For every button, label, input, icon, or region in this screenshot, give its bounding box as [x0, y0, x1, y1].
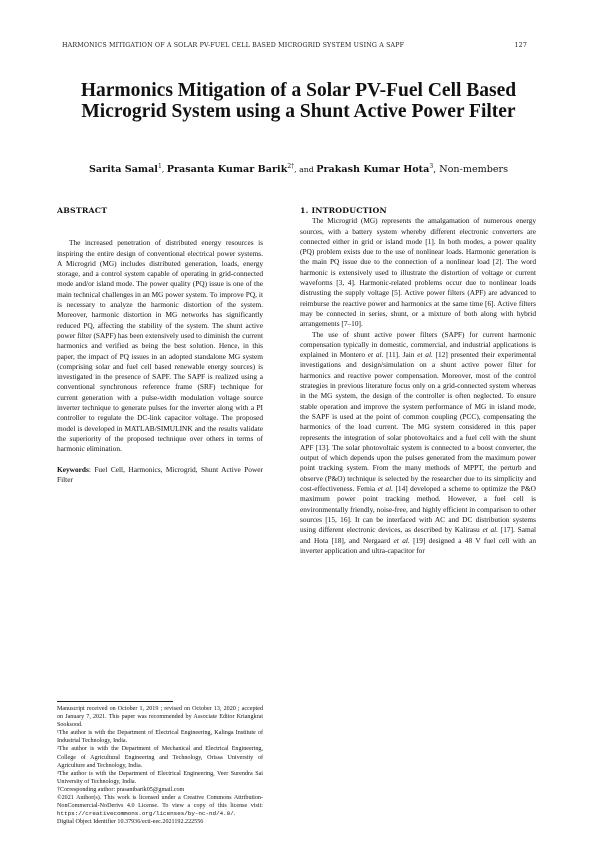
- intro-text: [14] developed a scheme to optimize the P&O maximum power point tracking method. However, a fuel cell is environmentally friendly, noise-free, and highly efficient in comparison to other sources [15, 16]. It can be interfaced with AC and DC distribution systems using different electronic devices, as described by Kalirasu: [300, 484, 536, 535]
- etal: et al.: [417, 350, 433, 360]
- abstract-column: [57, 206, 263, 485]
- footnote-license: [57, 794, 263, 818]
- intro-text: [11]. Jain: [383, 350, 418, 360]
- etal: et al.: [393, 535, 410, 545]
- keywords-label: Keywords: [57, 464, 89, 474]
- author-1: Sarita Samal: [88, 164, 158, 176]
- license-link[interactable]: https://creativecommons.org/licenses/by-nc-nd/4.0/: [57, 810, 234, 818]
- author-sep: ,: [161, 165, 167, 175]
- author-sep: , and: [294, 165, 317, 175]
- intro-text: The use of shunt active power filters (SAPF) for current harmonic compensation typically in domestic, commercial, and industrial applications is explained in Montero: [300, 329, 536, 360]
- membership-note: , Non-members: [433, 164, 509, 176]
- intro-text: [12] presented their experimental investigations and design/simulation on a shunt active power filter for harmonics and reactive power compensation. Moreover, most of the control strategies in previous literature focus only on a grid-connected system whereas in the MG system, the design of the controller is often neglected. To ensure stable operation and improve the system performance of MG in island mode, the SAPF is used at the point of common coupling (PCC), compensating the harmonics of the load current. The MG system considered in this paper represents the integration of solar photovoltaics and a fuel cell with the shunt APF [13]. The solar photovoltaic system is connected to a boost converter, the output of which depends upon the pulses generated from the maximum power point tracking system. From the many methods of MPPT, the perturb and observe (P&O) technique is selected by the researcher due to its simplicity and cost-effectiveness. Femia: [300, 350, 537, 494]
- abstract-heading: ABSTRACT: [57, 206, 108, 215]
- introduction-heading: 1. INTRODUCTION: [300, 206, 387, 215]
- author-1-affil: 1: [157, 163, 162, 170]
- running-header-title: HARMONICS MITIGATION OF A SOLAR PV-FUEL CELL BASED MICROGRID SYSTEM USING A SAPF: [62, 42, 405, 49]
- footnote-doi: Digital Object Identifier 10.37936/ecti-eec.2021192.222556: [57, 819, 204, 826]
- keywords: [57, 465, 263, 486]
- footnote-3: ³The author is with the Department of Electrical Engineering, Veer Surendra Sai University of Technology, India.: [57, 770, 263, 785]
- running-header: [62, 42, 527, 52]
- footnotes: [57, 705, 263, 826]
- introduction-column: [300, 206, 536, 556]
- author-line: [40, 163, 557, 175]
- footnote-received: Manuscript received on October 1, 2019 ; revised on October 13, 2020 ; accepted on January 7, 2021. This paper was recommended by Associate Editor Kriangkrai Sooksood.: [57, 706, 263, 729]
- intro-text: [19] designed a 48 V fuel cell with an inverter application and ultra-capacitor for: [300, 535, 536, 555]
- etal: et al.: [377, 484, 393, 494]
- intro-paragraph-1: The Microgrid (MG) represents the amalgamation of numerous energy sources, with a battery system whereby different electronic converters are connected either in grid or island mode [1]. In both modes, a power quality (PQ) problem exists due to the use of nonlinear loads. Harmonic generation is the main PQ issue due to the connection of a nonlinear load [2]. The word harmonic is extensively used to illustrate the distortion of voltage or current waveforms [3, 4]. Harmonic-related problems occur due to nonlinear loads distrusting the supply voltage [5]. Active power filters (APF) are advanced to reimburse the reactive power and harmonics at the same time [6]. Active filters may be connected in series, shunt, or a mixture of both along with hybrid arrangements [7–10].: [300, 216, 536, 329]
- author-3: Prakash Kumar Hota: [316, 164, 430, 176]
- author-2-affil: 2†: [287, 163, 295, 170]
- license-text: ©2021 Author(s). This work is licensed under a Creative Commons Attribution-NonCommercial-NoDerivs 4.0 License. To view a copy of this license visit:: [57, 795, 263, 810]
- footnote-2: ²The author is with the Department of Mechanical and Electrical Engineering, College of Agricultural Engineering and Technology, Orissa University of Agriculture and Technology, India.: [57, 746, 263, 769]
- footnote-corresponding: †Corresponding author: prasantbarik05@gmail.com: [57, 786, 185, 793]
- author-2: Prasanta Kumar Barik: [166, 164, 288, 176]
- abstract-text: The increased penetration of distributed energy resources is inspiring the entire design of conventional electrical power systems. A Microgrid (MG) includes distributed generation, loads, energy storage, and a control system capable of operating in grid-connected mode and/or island mode. The power quality (PQ) issue is one of the main technical challenges in an MG power system. To improve PQ, it is necessary to analyze the harmonic distortion of the system. Moreover, harmonic distortion in MG networks has significantly reduced PQ, affecting the stability of the system. The shunt active power filter (SAPF) has been extensively used to diminish the current harmonics and verified as being the best solution. Hence, in this paper, the impact of PQ issues in an adopted standalone MG system (comprising solar and fuel cell based renewable energy sources) is investigated in the presence of SAPF. The SAPF is realized using a conventional synchronous reference frame (SRF) technique for current generation with a pulse-width modulation voltage source inverter technique to generate pulses for the inverter along with a PI controller to regulate the DC-link capacitor voltage. The proposed model is developed in MATLAB/SIMULINK and the results validate the superiority of the proposed technique over others in terms of harmonic elimination.: [57, 238, 263, 454]
- license-end: .: [233, 811, 236, 818]
- etal: et al.: [482, 525, 499, 535]
- intro-paragraph-2: [300, 330, 536, 557]
- page-number: 127: [514, 42, 527, 49]
- footnote-rule: [57, 701, 173, 702]
- paper-title: Harmonics Mitigation of a Solar PV-Fuel Cell Based Microgrid System using a Shunt Active Power Filter: [80, 80, 517, 122]
- footnote-1: ¹The author is with the Department of Electrical Engineering, Kalinga Institute of Industrial Technology, India.: [57, 730, 263, 745]
- intro-text: [17]. Samal and Hota [18], and Nergaard: [300, 525, 536, 545]
- author-3-affil: 3: [429, 163, 434, 170]
- etal: et al.: [367, 350, 384, 360]
- keywords-list: : Fuel Cell, Harmonics, Microgrid, Shunt Active Power Filter: [57, 464, 263, 484]
